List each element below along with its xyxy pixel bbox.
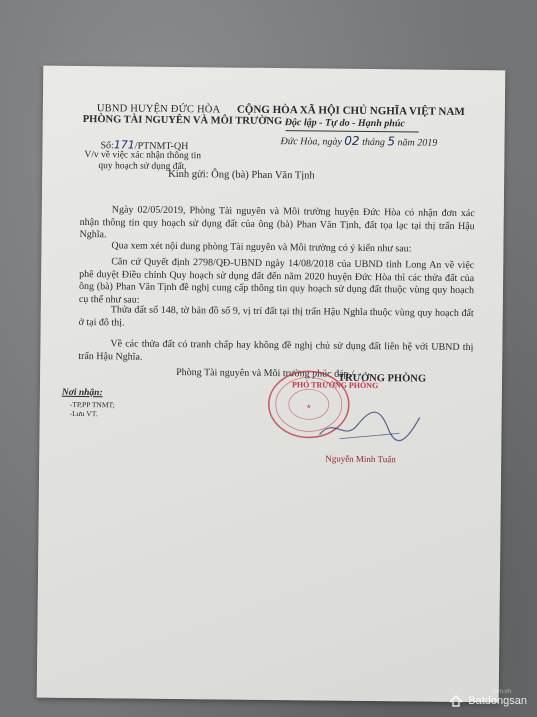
subject-line-1: V/v về việc xác nhận thông tin	[84, 150, 202, 162]
paragraph-5: Về các thửa đất có tranh chấp hay không đề nghị chủ sử dụng đất liên hệ với UBND thị trấn Hậu Nghĩa.	[78, 338, 474, 363]
date-month: 5	[387, 134, 396, 149]
motto-underline	[286, 130, 419, 132]
document-date	[280, 133, 437, 149]
paragraph-3: Căn cứ Quyết định 2798/QĐ-UBND ngày 14/08/2018 của UBND tỉnh Long An về việc phê duyệt Điều chỉnh Quy hoạch sử dụng đất đến năm 2020 huyện Đức Hòa thì các thửa đất của ông (bà) Phan Văn Tịnh đề nghị cung cấp thông tin quy hoạch sử dụng đất thuộc vùng quy hoạch cụ thể như sau:	[78, 256, 475, 306]
date-day: 02	[344, 133, 360, 148]
date-year: năm 2019	[397, 137, 438, 149]
date-month-word: tháng	[362, 136, 385, 149]
watermark-brand: Batdongsan	[468, 695, 527, 707]
paragraph-6: Phòng Tài nguyên và Môi trường phúc đáp./.	[176, 367, 357, 380]
signature-icon	[309, 386, 430, 457]
nation-line-1: CỘNG HÒA XÃ HỘI CHỦ NGHĨA VIỆT NAM	[236, 103, 465, 119]
official-letter	[37, 66, 506, 703]
house-logo-icon	[448, 693, 464, 709]
subject-line-2: quy hoạch sử dụng đất.	[98, 161, 187, 173]
agency-line-1: UBND HUYỆN ĐỨC HÒA	[96, 103, 221, 116]
signer-role: TRƯỞNG PHÒNG	[338, 372, 427, 385]
svg-text:★: ★	[306, 404, 312, 411]
signer-name: Nguyễn Minh Tuấn	[325, 453, 396, 465]
agency-line-2: PHÒNG TÀI NGUYÊN VÀ MÔI TRƯỜNG	[82, 114, 283, 128]
date-place: Đức Hòa, ngày	[280, 136, 342, 148]
recipient-item: -Lưu VT.	[69, 408, 98, 419]
recipient-item: -TP,PP TNMT;	[69, 399, 115, 410]
watermark	[448, 693, 527, 709]
number-suffix: /PTNMT-QH	[134, 140, 189, 153]
paragraph-1: Ngày 02/05/2019, Phòng Tài nguyên và Môi trường huyện Đức Hòa có nhận đơn xác nhận thông tin quy hoạch sử dụng đất của ông (bà) Phan Văn Tịnh, đất tọa lạc tại thị trấn Hậu Nghĩa.	[79, 204, 475, 241]
stamp-title: PHÓ TRƯỞNG PHÒNG	[291, 380, 379, 391]
paragraph-4: Thửa đất số 148, tờ bản đồ số 9, vị trí đất tại thị trấn Hậu Nghĩa thuộc vùng quy hoạch đất ở tại đô thị.	[78, 304, 474, 328]
number-prefix: Số:	[100, 140, 114, 152]
watermark-sub: .com.vn	[489, 689, 511, 695]
nation-line-2: Độc lập - Tự do - Hạnh phúc	[284, 117, 405, 130]
recipient-title: Nơi nhận:	[61, 387, 103, 399]
paragraph-2: Qua xem xét nội dung phòng Tài nguyên và Môi trường có ý kiến như sau:	[111, 240, 412, 255]
greeting: Kính gửi: Ông (bà) Phan Văn Tịnh	[168, 168, 315, 182]
recipient-list	[70, 400, 115, 418]
number-handwritten: 171	[113, 138, 135, 152]
